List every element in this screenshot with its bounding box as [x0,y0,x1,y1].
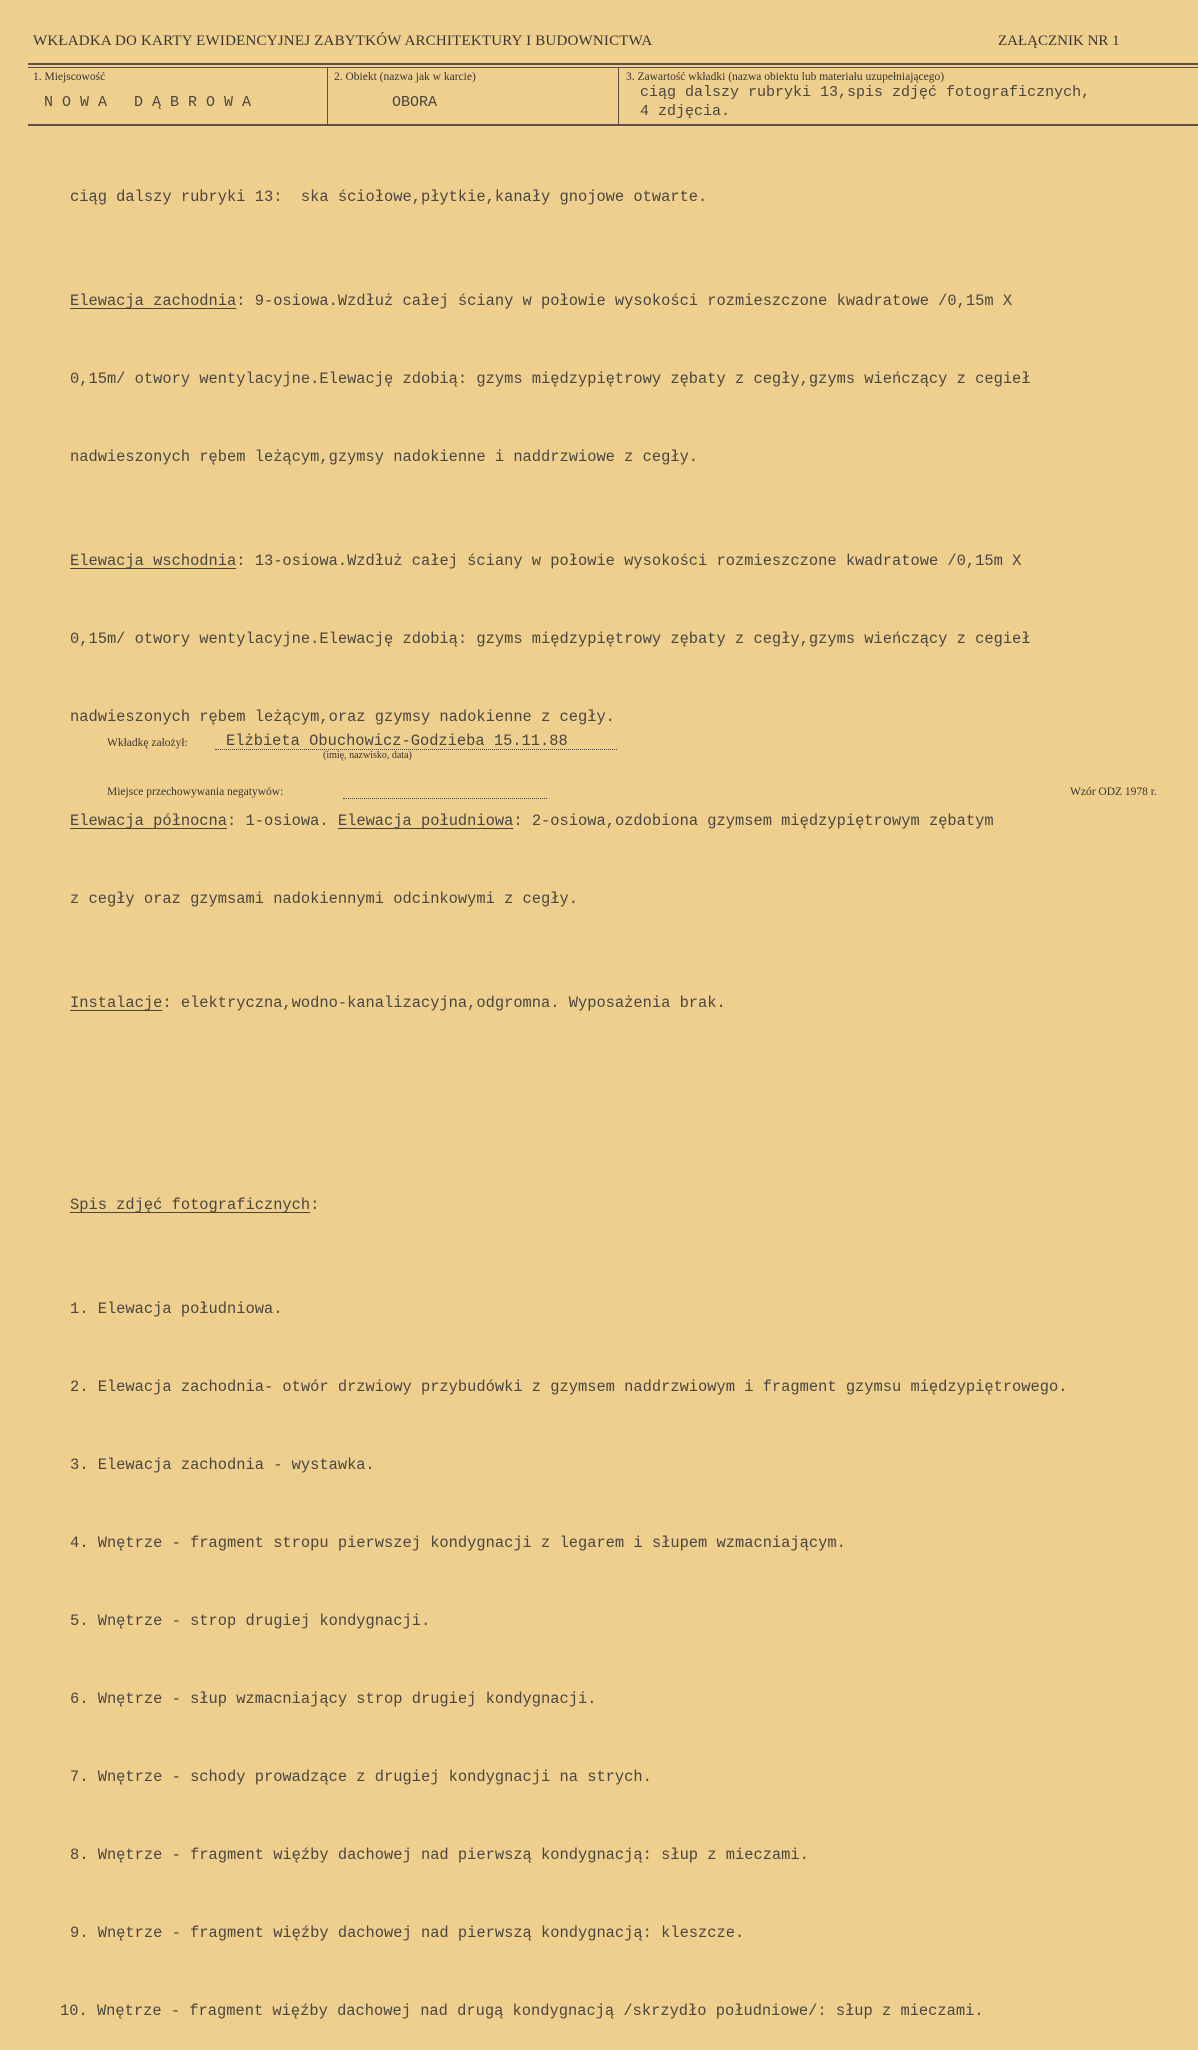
east-elevation-text: : 13-osiowa.Wzdłuż całej ściany w połowie wysokości rozmieszczone kwadratowe /0,15m X [236,552,1022,570]
photo-item: 1. Elewacja południowa. [70,1300,283,1318]
locality-label: 1. Miejscowość [33,71,106,83]
contents-value-line2: 4 zdjęcia. [640,103,731,120]
west-elevation-line [70,288,1190,314]
west-elevation-heading: Elewacja zachodnia [70,292,237,310]
contents-label: 3. Zawartość wkładki (nazwa obiektu lub materiału uzupełniającego) [626,71,945,83]
east-elevation-heading: Elewacja wschodnia [70,552,237,570]
north-elevation-text: : 1-osiowa. [227,812,338,830]
object-label: 2. Obiekt (nazwa jak w karcie) [334,71,476,83]
south-elevation-text: : 2-osiowa,ozdobiona gzymsem międzypiętrowym zębatym [513,812,994,830]
field-divider-1 [327,67,328,124]
photo-item: 9. Wnętrze - fragment więźby dachowej nad pierwszą kondygnacją: kleszcze. [70,1924,745,1942]
continuation-line: ciąg dalszy rubryki 13: ska ściołowe,płytkie,kanały gnojowe otwarte. [70,188,708,206]
photo-item: 6. Wnętrze - słup wzmacniający strop drugiej kondygnacji. [70,1690,597,1708]
west-elevation-line-2: 0,15m/ otwory wentylacyjne.Elewację zdobią: gzyms międzypiętrowy zębaty z cegły,gzyms wieńczący z cegieł [70,370,1031,388]
photo-list-heading: Spis zdjęć fotograficznych [70,1196,311,1214]
south-elevation-heading: Elewacja południowa [337,812,514,830]
photo-list-heading-colon: : [310,1196,320,1214]
north-south-elevation-line [70,808,1190,834]
photo-item: 3. Elewacja zachodnia - wystawka. [70,1456,375,1474]
photo-item: 7. Wnętrze - schody prowadzące z drugiej kondygnacji na strych. [70,1768,652,1786]
photo-item: 2. Elewacja zachodnia- otwór drzwiowy przybudówki z gzymsem naddrzwiowym i fragment gzymsu międzypiętrowego. [70,1378,1068,1396]
made-by-signature: Elżbieta Obuchowicz-Godzieba 15.11.88 [226,732,568,750]
made-by-label: Wkładkę założył: [107,737,188,749]
field-divider-2 [618,67,619,124]
locality-value: N O W A D Ą B R O W A [44,94,252,111]
photo-item: 8. Wnętrze - fragment więźby dachowej nad pierwszą kondygnacją: słup z mieczami. [70,1846,809,1864]
east-elevation-line [70,548,1190,574]
photo-item: 4. Wnętrze - fragment stropu pierwszej kondygnacji z legarem i słupem wzmacniającym. [70,1534,846,1552]
photo-list-heading-line [70,1192,1190,1218]
form-template-number: Wzór ODZ 1978 r. [1070,786,1157,798]
header-rule-top-thin [28,67,1198,68]
contents-value-line1: ciąg dalszy rubryki 13,spis zdjęć fotograficznych, [640,84,1091,101]
east-elevation-line-3: nadwieszonych rębem leżącym,oraz gzymsy nadokienne z cegły. [70,708,615,726]
document-body [60,132,1190,2050]
storage-dotted-line [343,798,547,799]
installations-line [70,990,1190,1016]
east-elevation-line-2: 0,15m/ otwory wentylacyjne.Elewację zdobią: gzyms międzypiętrowy zębaty z cegły,gzyms wieńczący z cegieł [70,630,1031,648]
annex-number: ZAŁĄCZNIK NR 1 [998,33,1120,49]
object-value: OBORA [392,94,438,111]
photo-item: 10. Wnętrze - fragment więźby dachowej nad drugą kondygnacją /skrzydło południowe/: słup z mieczami. [60,2002,984,2020]
made-by-caption: (imię, nazwisko, data) [323,750,412,761]
storage-label: Miejsce przechowywania negatywów: [107,786,284,798]
west-elevation-line-3: nadwieszonych rębem leżącym,gzymsy nadokienne i naddrzwiowe z cegły. [70,448,699,466]
document-title: WKŁADKA DO KARTY EWIDENCYJNEJ ZABYTKÓW ARCHITEKTURY I BUDOWNICTWA [33,33,653,49]
installations-heading: Instalacje [70,994,163,1012]
header-rule-bottom [28,124,1198,126]
south-elevation-line-2: z cegły oraz gzymsami nadokiennymi odcinkowymi z cegły. [70,890,578,908]
photo-item: 5. Wnętrze - strop drugiej kondygnacji. [70,1612,431,1630]
north-elevation-heading: Elewacja północna [70,812,228,830]
west-elevation-text: : 9-osiowa.Wzdłuż całej ściany w połowie wysokości rozmieszczone kwadratowe /0,15m X [236,292,1013,310]
installations-text: : elektryczna,wodno-kanalizacyjna,odgromna. Wyposażenia brak. [162,994,726,1012]
header-rule-top [28,63,1198,65]
